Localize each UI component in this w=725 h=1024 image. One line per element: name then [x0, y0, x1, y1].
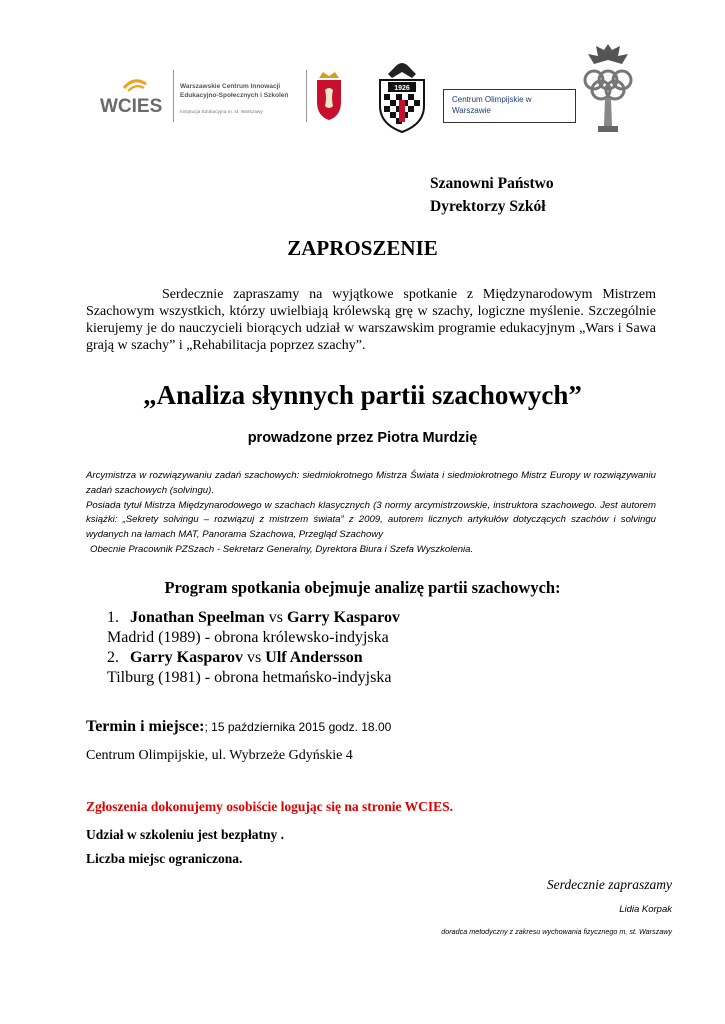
bio-paragraph: Posiada tytuł Mistrza Międzynarodowego w szachach klasycznych (3 normy arcymistrzowskie, instruktora szachowego. Jest autorem książki: „Sekrety solvingu – rozwiązuj z mistrzem świata” z 2009, autorem licznych artykułów dotyczących szachów i solvingu wydanych na łamach MAT, Panorama Szachowa, Przegląd Szachowy — [86, 499, 656, 541]
wcies-institution-name: Warszawskie Centrum Innowacji Edukacyjno-Społecznych i Szkoleń — [180, 83, 289, 99]
event-title: „Analiza słynnych partii szachowych” — [143, 380, 582, 410]
chess-crest-year: 1926 — [394, 85, 410, 92]
registration-note: Zgłoszenia dokonujemy osobiście logując się na stronie WCIES. — [86, 799, 454, 814]
wcies-logo — [98, 74, 168, 118]
divider — [173, 70, 174, 122]
bio-paragraph: Arcymistrza w rozwiązywaniu zadań szachowych: siedmiokrotnego Mistrza Świata i siedmiokrotnego Mistrz Europy w rozwiązywaniu zadań szachowych (solvingu). — [86, 470, 656, 496]
list-number: 2. — [107, 649, 119, 666]
presenter-line: prowadzone przez Piotra Murdzię — [247, 430, 478, 446]
player-name: Garry Kasparov — [286, 609, 400, 626]
term-line — [86, 718, 391, 736]
wcies-institution-subtitle: Instytucja Edukacyjna m. st. Warszawy — [180, 110, 263, 115]
wcies-logo-text: WCIES — [100, 96, 163, 117]
signer-name: Lidia Korpak — [619, 904, 672, 915]
presenter-bio — [86, 469, 656, 558]
list-item — [107, 648, 400, 688]
divider — [306, 70, 307, 122]
warsaw-crest-icon — [313, 70, 345, 122]
olympic-centre-box — [443, 89, 576, 123]
player-name: Jonathan Speelman — [130, 609, 265, 626]
chess-federation-crest-icon — [372, 60, 432, 134]
term-label: Termin i miejsce: — [86, 718, 205, 735]
intro-text: Serdecznie zapraszamy na wyjątkowe spotkanie z Międzynarodowym Mistrzem Szachowym wszystkich, którzy uwielbiają królewską grę w szachy, logiczne myślenie. Szczególnie kierujemy je do nauczycieli biorących udział w warszawskim programie edukacyjnym „Wars i Sawa grają w szachy” i „Rehabilitacja poprzez szachy”. — [86, 287, 656, 353]
versus-text: vs — [268, 609, 283, 626]
olympic-centre-label: Centrum Olimpijskie w Warszawie — [452, 95, 532, 115]
program-heading: Program spotkania obejmuje analizę partii szachowych: — [164, 578, 561, 597]
free-participation-note: Udział w szkoleniu jest bezpłatny . — [86, 827, 285, 842]
bio-paragraph: Obecnie Pracownik PZSzach - Sekretarz Generalny, Dyrektora Biura i Szefa Wyszkolenia. — [90, 543, 474, 555]
term-date: ; 15 października 2015 godz. 18.00 — [204, 720, 392, 734]
closing-phrase: Serdecznie zapraszamy — [546, 877, 672, 892]
salutation-line-1: Szanowni Państwo — [430, 175, 554, 192]
salutation — [430, 172, 554, 218]
intro-paragraph — [86, 286, 656, 354]
salutation-line-2: Dyrektorzy Szkół — [430, 198, 546, 215]
olympic-eagle-emblem-icon — [578, 40, 638, 136]
player-name: Ulf Andersson — [265, 649, 363, 666]
document-title: ZAPROSZENIE — [287, 236, 438, 260]
signer-role: doradca metodyczny z zakresu wychowania fizycznego m. st. Warszawy — [441, 927, 672, 936]
program-list — [107, 608, 400, 688]
game-details: Madrid (1989) - obrona królewsko-indyjska — [107, 629, 389, 646]
player-name: Garry Kasparov — [130, 649, 244, 666]
list-item — [107, 608, 400, 648]
game-details: Tilburg (1981) - obrona hetmańsko-indyjska — [107, 669, 392, 686]
venue-address: Centrum Olimpijskie, ul. Wybrzeże Gdyńskie 4 — [86, 748, 353, 763]
limited-seats-note: Liczba miejsc ograniczona. — [86, 851, 243, 866]
list-number: 1. — [107, 609, 119, 626]
versus-text: vs — [247, 649, 262, 666]
